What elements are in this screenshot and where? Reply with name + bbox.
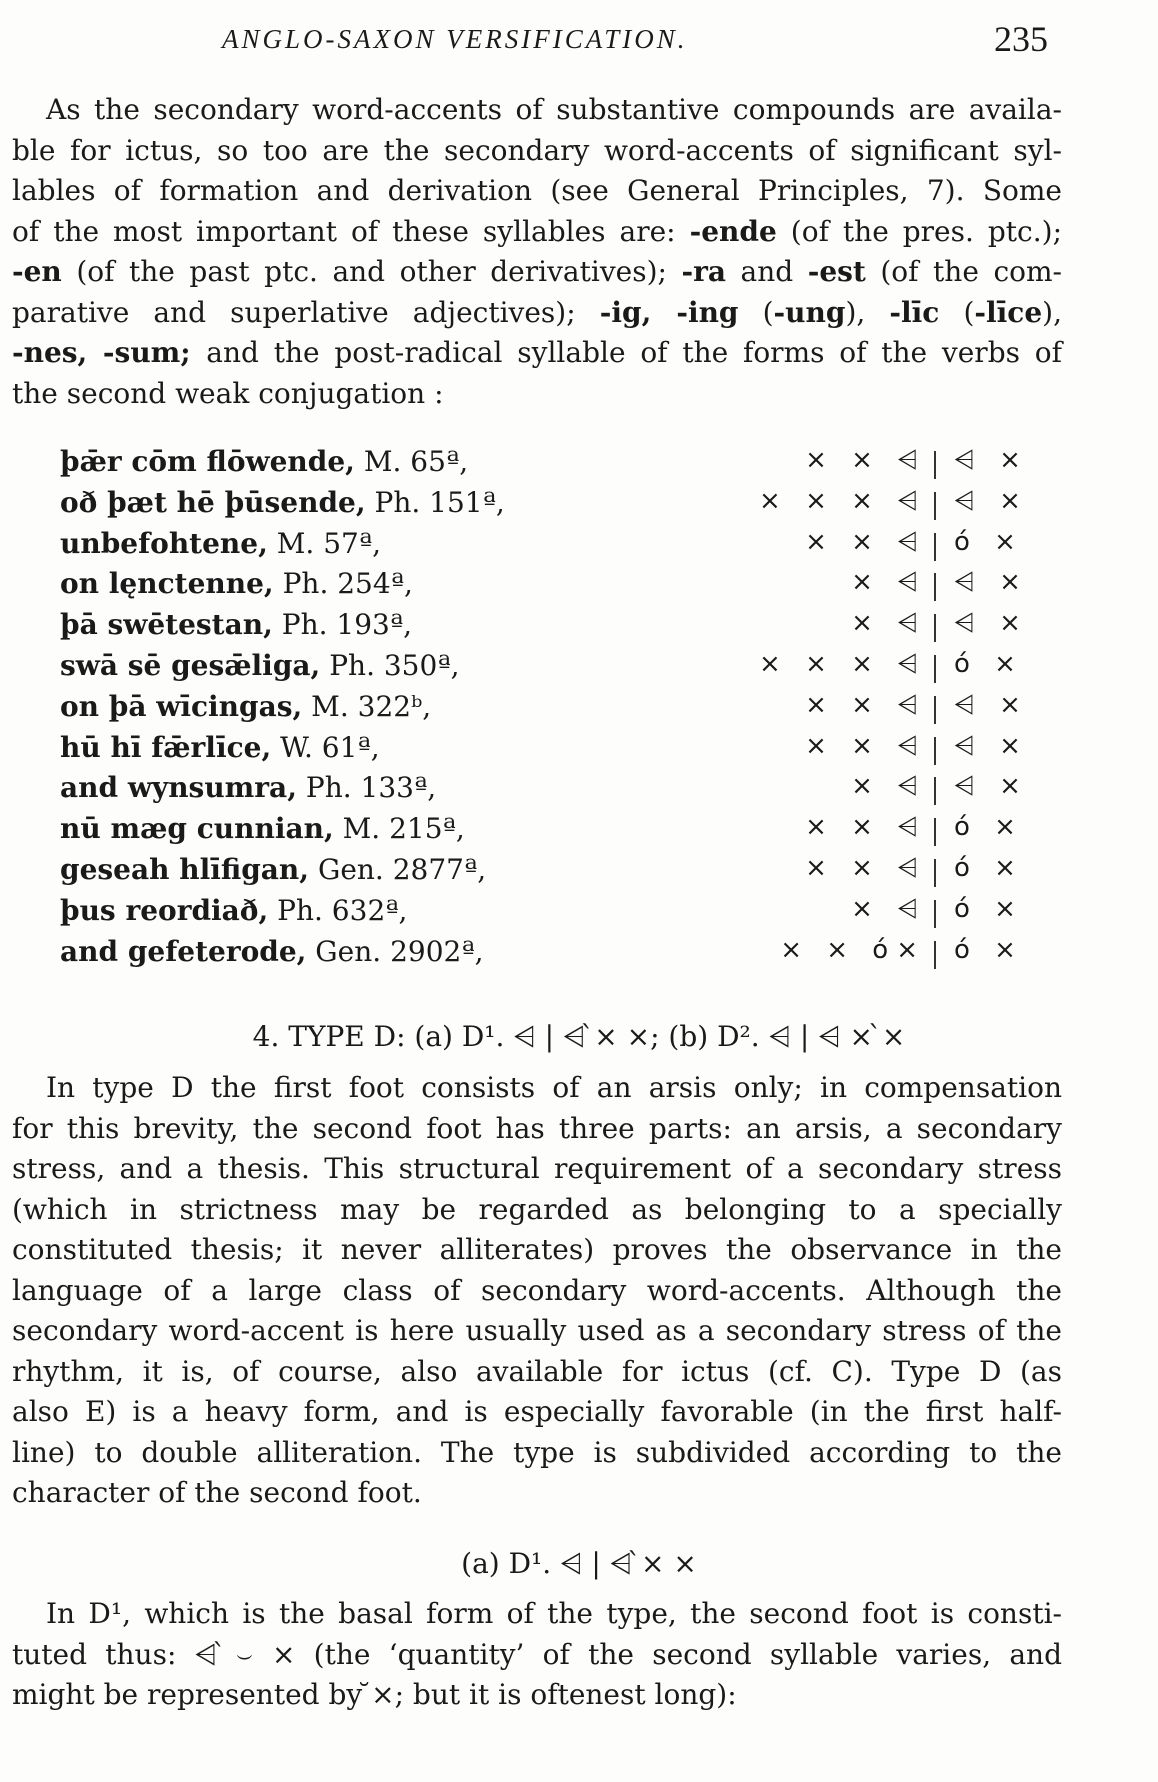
text-line: also E) is a heavy form, and is especially favorable (in the first half- [12,1395,1062,1428]
foot-divider [934,492,936,520]
example-words: swā sē gesǣliga, [60,649,321,682]
scansion-second-foot: ó × [954,649,1024,679]
example-text [60,771,436,804]
text-line: rhythm, it is, of course, also available for ictus (cf. C). Type D (as [12,1354,1062,1388]
text-line: (which in strictness may be regarded as belonging to a specially [12,1192,1062,1226]
example-citation: Ph. 151ª, [365,485,505,519]
text-line: tuted thus: ⩤ ̀⌣ × (the ‘quantity’ of the second syllable varies, and [12,1637,1062,1671]
text-line: secondary word-accent is here usually used as a secondary stress of the [12,1314,1062,1347]
example-row [0,486,1158,526]
scansion-second-foot: ó × [954,526,1024,557]
scansion-second-foot: ⩤ × [954,445,1029,475]
example-row [0,853,1158,893]
scansion-first-foot: × ⩤ [851,893,926,924]
example-row [0,608,1158,648]
text-line: In D¹, which is the basal form of the type, the second foot is consti- [46,1597,1062,1630]
example-text [60,853,486,886]
example-citation: Gen. 2877ª, [309,853,487,886]
example-citation: Ph. 193ª, [272,608,413,642]
scansion-first-foot: × × × ⩤ [759,485,926,516]
example-citation: Ph. 350ª, [320,649,460,682]
scansion-first-foot: × ⩤ [851,608,926,639]
scansion-second-foot: ⩤ × [954,730,1029,761]
scansion-first-foot: × × ⩤ [805,689,926,720]
text-line: In type D the first foot consists of an arsis only; in compensation [46,1071,1062,1104]
scansion-first-foot: × × ⩤ [805,526,926,557]
example-text [60,608,412,641]
example-row [0,567,1158,607]
example-words: þǣr cōm flōwende, [60,445,355,478]
text-line: parative and superlative adjectives); -ig, -ing (-ung), -līc (-līce), [12,295,1062,329]
foot-divider [934,737,936,765]
example-row [0,731,1158,771]
example-text [60,567,413,600]
scansion-second-foot: ⩤ × [954,485,1029,516]
scansion-first-foot: × ⩤ [851,771,926,802]
example-words: on þā wīcingas, [60,689,303,723]
scansion-first-foot: × × ó× [780,934,926,965]
example-row [0,812,1158,852]
foot-divider [934,900,936,928]
scansion-first-foot: × × × ⩤ [759,649,926,679]
example-text [60,486,505,519]
text-line: for this brevity, the second foot has three parts: an arsis, a secondary [12,1111,1062,1145]
scansion-first-foot: × × ⩤ [805,445,926,475]
text-line: line) to double alliteration. The type is subdivided according to the [12,1435,1062,1469]
example-citation: Ph. 254ª, [273,567,413,601]
scansion-second-foot: ⩤ × [954,771,1029,802]
example-words: hū hī fǣrlīce, [60,730,272,764]
d1-paragraph [12,1594,1062,1716]
subsection-heading-d1 [0,1547,1158,1581]
example-citation: Gen. 2902ª, [306,934,484,968]
running-head [0,18,1158,68]
scansion-first-foot: × × ⩤ [805,853,926,883]
text-line: -en (of the past ptc. and other derivatives); -ra and -est (of the com- [12,255,1062,288]
foot-divider [934,614,936,642]
type-d-paragraph [12,1068,1062,1514]
scansion-second-foot: ó × [954,812,1024,843]
scansion-second-foot: ó × [954,853,1024,883]
example-citation: M. 322ᵇ, [302,689,432,723]
example-words: geseah hlīfigan, [60,853,310,886]
example-citation: Ph. 632ª, [268,893,408,927]
text-line: lables of formation and derivation (see General Principles, 7). Some [12,174,1062,207]
example-words: on lęnctenne, [60,567,274,601]
example-row [0,771,1158,811]
text-line: character of the second foot. [12,1476,422,1509]
scansion-second-foot: ⩤ × [954,689,1029,720]
example-citation: W. 61ª, [271,730,380,764]
example-text [60,690,431,723]
example-citation: Ph. 133ª, [296,771,437,805]
example-row [0,527,1158,567]
scansion-first-foot: × × ⩤ [805,730,926,761]
text-line: language of a large class of secondary word-accents. Although the [12,1273,1062,1307]
foot-divider [934,859,936,887]
heading-text: (a) D¹. ⩤ | ⩤ ̀× × [461,1547,697,1580]
example-text [60,894,407,927]
example-words: nū mæg cunnian, [60,812,334,846]
example-row [0,649,1158,689]
scansion-second-foot: ⩤ × [954,608,1029,639]
foot-divider [934,941,936,969]
example-row [0,445,1158,485]
scansion-second-foot: ó × [954,934,1024,965]
heading-text: 4. TYPE D: (a) D¹. ⩤ | ⩤ ̀× ×; (b) D². ⩤ | ⩤ × ̀× [252,1020,906,1053]
example-words: þus reordiað, [60,893,269,927]
running-title: ANGLO-SAXON VERSIFICATION. [222,24,688,54]
text-line: might be represented by ̆×; but it is oftenest long): [12,1678,737,1711]
scansion-second-foot: ó × [954,893,1024,924]
foot-divider [934,451,936,479]
foot-divider [934,777,936,805]
example-row [0,935,1158,975]
foot-divider [934,696,936,724]
text-line: ble for ictus, so too are the secondary word-accents of significant syl- [12,133,1062,167]
example-text [60,527,381,560]
example-words: unbefohtene, [60,526,268,560]
example-text [60,935,484,968]
foot-divider [934,573,936,601]
text-line: the second weak conjugation : [12,376,444,410]
example-words: oð þæt hē þūsende, [60,485,366,519]
text-line: constituted thesis; it never alliterates) proves the observance in the [12,1233,1062,1266]
intro-paragraph [12,90,1062,414]
text-line: of the most important of these syllables are: -ende (of the pres. ptc.); [12,214,1063,248]
example-citation: M. 57ª, [267,526,382,560]
scansion-first-foot: × × ⩤ [805,812,926,843]
example-citation: M. 65ª, [354,445,469,478]
foot-divider [934,533,936,561]
example-text [60,731,380,764]
text-line: As the secondary word-accents of substantive compounds are availa- [46,93,1062,126]
example-text [60,445,468,478]
page-number: 235 [994,19,1048,59]
example-text [60,812,465,845]
example-words: þā swētestan, [60,608,273,642]
example-row [0,894,1158,934]
text-line: -nes, -sum; and the post-radical syllable of the forms of the verbs of [12,336,1062,369]
section-heading-type-d [0,1020,1158,1054]
text-line: stress, and a thesis. This structural requirement of a secondary stress [12,1152,1062,1185]
foot-divider [934,818,936,846]
foot-divider [934,655,936,683]
example-text [60,649,460,682]
example-words: and wynsumra, [60,771,297,805]
example-words: and gefeterode, [60,934,307,968]
example-row [0,690,1158,730]
scansion-first-foot: × ⩤ [851,567,926,598]
example-citation: M. 215ª, [333,812,465,846]
scansion-second-foot: ⩤ × [954,567,1029,598]
